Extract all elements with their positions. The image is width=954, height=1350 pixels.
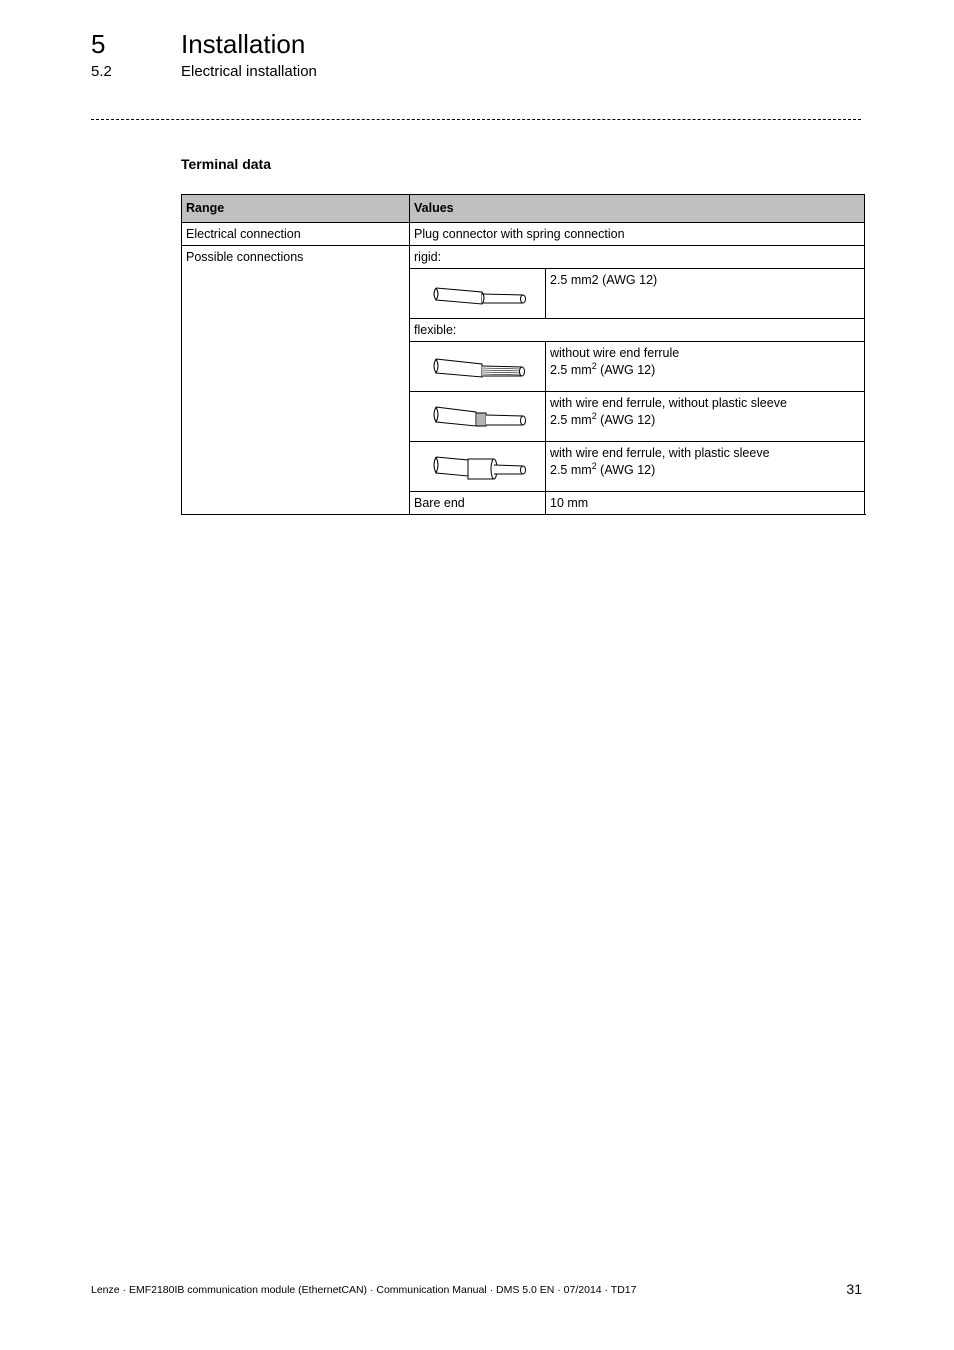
- terminal-data-table: [181, 194, 865, 515]
- table-row: [182, 223, 865, 246]
- range-cell: Electrical connection: [182, 223, 410, 246]
- page-number: 31: [846, 1281, 862, 1297]
- flexible-size: 2.5 $mm^2$ (AWG 12): [550, 460, 656, 477]
- flexible-description: without wire end ferrule: [550, 346, 680, 360]
- sleeve-ferrule-wire-icon: [410, 442, 546, 492]
- range-cell: Bare end: [410, 492, 546, 515]
- footer-text: Lenze · EMF2180IB communication module (EthernetCAN) · Communication Manual · DMS 5.0 EN · 07/2014 · TD17: [91, 1284, 637, 1296]
- section-number: 5.2: [91, 63, 112, 80]
- stranded-wire-drawing: [414, 345, 542, 389]
- header-divider: [91, 119, 861, 120]
- flexible-ferrule-value: [546, 392, 865, 442]
- flexible-sleeve-value: [546, 442, 865, 492]
- flexible-label: flexible:: [410, 319, 865, 342]
- section-title: Electrical installation: [181, 63, 317, 80]
- stranded-wire-icon: [410, 342, 546, 392]
- flexible-description: with wire end ferrule, with plastic sleeve: [550, 446, 770, 460]
- block-title: Terminal data: [181, 156, 271, 172]
- flexible-description: with wire end ferrule, without plastic sleeve: [550, 396, 787, 410]
- sleeve-ferrule-wire-drawing: [414, 445, 542, 489]
- rigid-wire-drawing: [414, 272, 542, 316]
- chapter-number: 5: [91, 29, 106, 59]
- flexible-no-ferrule-value: [546, 342, 865, 392]
- range-cell: Possible connections: [182, 246, 410, 515]
- ferrule-wire-drawing: [414, 395, 542, 439]
- header-range: Range: [182, 195, 410, 223]
- flexible-size: 2.5 $mm^2$ (AWG 12): [550, 410, 656, 427]
- table-row: [182, 246, 865, 269]
- flexible-size: 2.5 $mm^2$ (AWG 12): [550, 360, 656, 377]
- value-cell: Plug connector with spring connection: [410, 223, 865, 246]
- chapter-title: Installation: [181, 29, 306, 59]
- header-values: Values: [410, 195, 865, 223]
- table-header-row: [182, 195, 865, 223]
- value-cell: 10 mm: [546, 492, 865, 515]
- rigid-label: rigid:: [410, 246, 865, 269]
- ferrule-wire-icon: [410, 392, 546, 442]
- rigid-value: 2.5 mm2 (AWG 12): [546, 269, 865, 319]
- rigid-wire-icon: [410, 269, 546, 319]
